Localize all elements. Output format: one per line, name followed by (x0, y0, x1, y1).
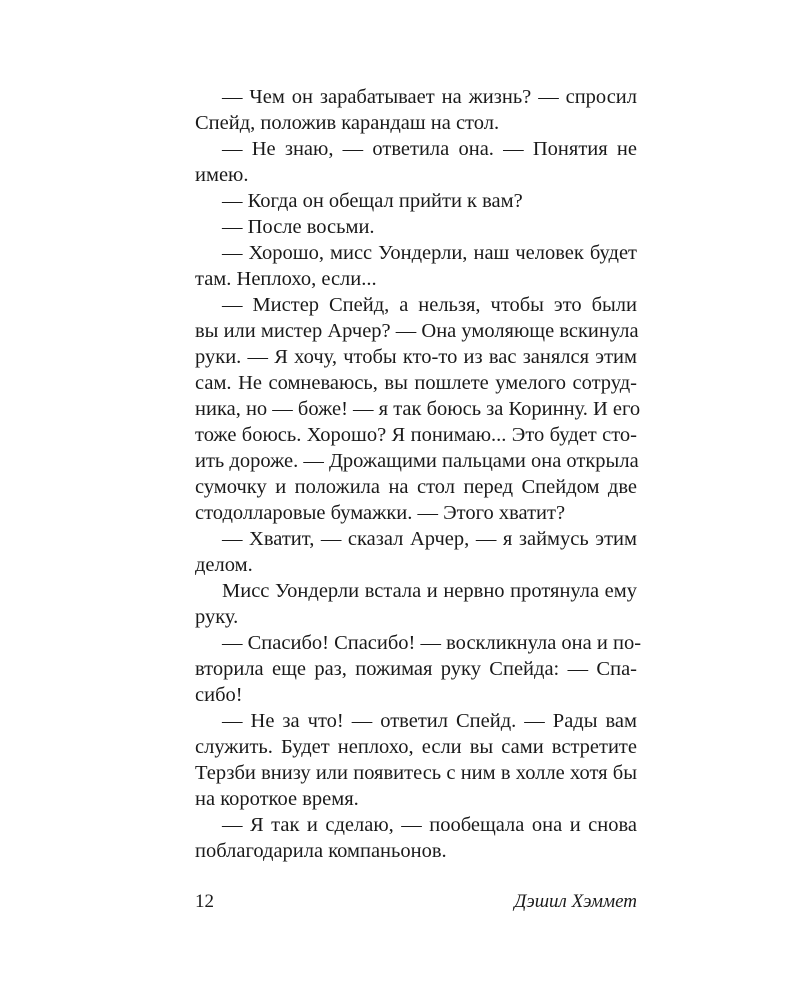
text-line: — После восьми. (222, 216, 375, 238)
text-line: вы или мистер Арчер? — Она умоляюще вскинула (195, 320, 639, 342)
text-line: поблагодарила компаньонов. (195, 840, 447, 862)
text-line: Мисс Уондерли встала и нервно протянула ему (222, 580, 637, 602)
running-head-author: Дэшил Хэммет (514, 891, 637, 912)
text-line: ника, но — боже! — я так боюсь за Коринну. И его (195, 398, 641, 420)
body-text (195, 84, 642, 864)
text-line: сам. Не сомневаюсь, вы пошлете умелого сотруд- (195, 372, 637, 394)
text-line: — Когда он обещал прийти к вам? (222, 190, 523, 212)
text-line: служить. Будет неплохо, если вы сами встретите (195, 736, 637, 758)
text-line: тоже боюсь. Хорошо? Я понимаю... Это будет сто- (195, 424, 637, 446)
text-line: — Не знаю, — ответила она. — Понятия не (222, 138, 637, 160)
text-line: Терзби внизу или появитесь с ним в холле хотя бы (195, 762, 637, 784)
text-line: вторила еще раз, пожимая руку Спейда: — Спа- (195, 658, 637, 680)
text-line: делом. (195, 554, 253, 576)
page-footer (195, 889, 637, 915)
text-line: — Чем он зарабатывает на жизнь? — спросил (222, 86, 637, 108)
text-line: — Мистер Спейд, а нельзя, чтобы это были (222, 294, 637, 316)
text-line: стодолларовые бумажки. — Этого хватит? (195, 502, 566, 524)
text-line: ить дороже. — Дрожащими пальцами она открыла (195, 450, 639, 472)
text-line: руки. — Я хочу, чтобы кто-то из вас занялся этим (195, 346, 637, 368)
text-line: — Хорошо, мисс Уондерли, наш человек будет (222, 242, 637, 264)
text-line: имею. (195, 164, 249, 186)
text-line: — Я так и сделаю, — пообещала она и снова (222, 814, 637, 836)
text-line: сибо! (195, 684, 243, 706)
text-line: на короткое время. (195, 788, 359, 810)
text-line: сумочку и положила на стол перед Спейдом две (195, 476, 637, 498)
page-number: 12 (195, 891, 214, 912)
text-line: там. Неплохо, если... (195, 268, 377, 290)
text-line: Спейд, положив карандаш на стол. (195, 112, 500, 134)
text-line: — Спасибо! Спасибо! — воскликнула она и по- (222, 632, 642, 654)
text-line: руку. (195, 606, 239, 628)
text-line: — Хватит, — сказал Арчер, — я займусь этим (222, 528, 637, 550)
text-line: — Не за что! — ответил Спейд. — Рады вам (222, 710, 637, 732)
